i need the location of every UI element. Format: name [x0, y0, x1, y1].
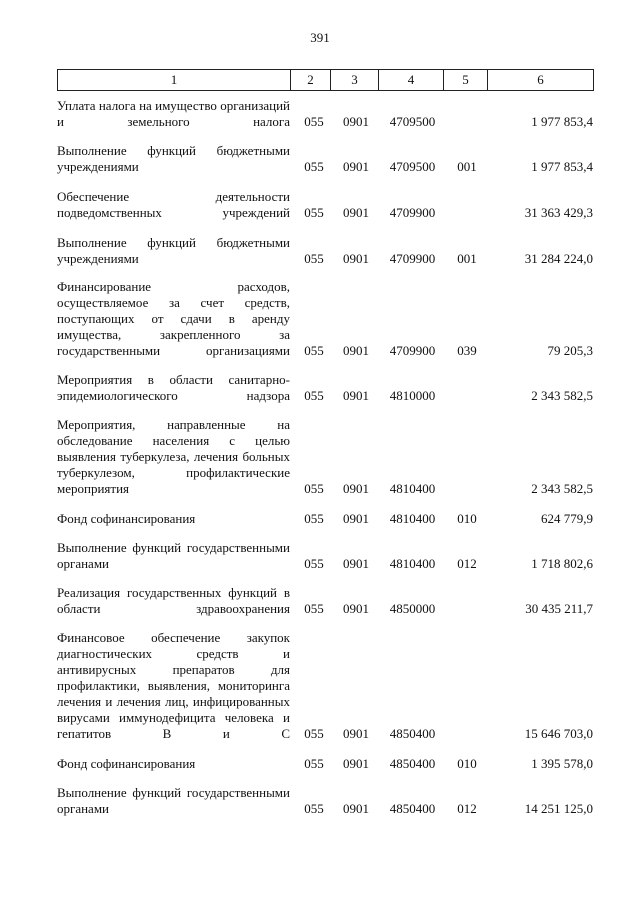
table-row	[57, 235, 593, 267]
row-amount: 79 205,3	[547, 343, 593, 358]
row-code-3: 0901	[343, 756, 369, 771]
row-code-2: 055	[304, 159, 324, 174]
row-code-4: 4810400	[389, 481, 436, 496]
row-code-3: 0901	[343, 343, 369, 358]
row-description: Выполнение функций государственными органами	[57, 785, 290, 816]
row-code-2: 055	[304, 601, 324, 616]
row-code-2: 055	[304, 114, 324, 129]
row-code-4: 4810000	[389, 388, 436, 403]
row-code-4: 4709500	[389, 159, 436, 174]
table-row	[57, 585, 593, 617]
row-description: Фонд софинансирования	[57, 511, 196, 526]
row-description: Реализация государственных функций в области здравоохранения	[57, 585, 290, 616]
table-row	[57, 372, 593, 404]
column-header-table	[57, 69, 594, 91]
table-row	[57, 143, 593, 175]
table-row	[57, 630, 593, 742]
row-amount: 1 395 578,0	[531, 756, 593, 771]
table-row	[57, 540, 593, 572]
header-col-1: 1	[58, 70, 291, 91]
row-code-3: 0901	[343, 556, 369, 571]
row-description: Выполнение функций бюджетными учреждениями	[57, 235, 290, 266]
row-code-5: 010	[457, 756, 477, 771]
row-amount: 1 977 853,4	[531, 114, 593, 129]
row-amount: 624 779,9	[541, 511, 593, 526]
row-amount: 2 343 582,5	[531, 481, 593, 496]
row-description: Финансирование расходов, осуществляемое за счет средств, поступающих от сдачи в аренду имущества, закрепленного за государственными организациями	[57, 279, 290, 358]
row-code-4: 4810400	[389, 511, 436, 526]
table-row	[57, 98, 593, 130]
table-row	[57, 511, 593, 527]
table-row	[57, 756, 593, 772]
row-amount: 31 363 429,3	[524, 205, 593, 220]
row-code-2: 055	[304, 511, 324, 526]
row-code-4: 4850400	[389, 756, 436, 771]
row-code-2: 055	[304, 343, 324, 358]
header-col-4: 4	[379, 70, 444, 91]
row-amount: 2 343 582,5	[531, 388, 593, 403]
row-code-4: 4850000	[389, 601, 436, 616]
row-description: Финансовое обеспечение закупок диагностических средств и антивирусных препаратов для профилактики, выявления, мониторинга лечения и лечения лиц, инфицированных вирусами иммунодефицита человека и гепатитов В и С	[57, 630, 290, 741]
row-code-3: 0901	[343, 601, 369, 616]
row-code-5: 039	[457, 343, 477, 358]
row-code-5: 012	[457, 801, 477, 816]
row-amount: 1 977 853,4	[531, 159, 593, 174]
row-description: Мероприятия в области санитарно-эпидемиологического надзора	[57, 372, 290, 403]
row-code-3: 0901	[343, 114, 369, 129]
row-code-2: 055	[304, 556, 324, 571]
header-col-6: 6	[488, 70, 594, 91]
row-code-3: 0901	[343, 388, 369, 403]
row-amount: 14 251 125,0	[524, 801, 593, 816]
row-code-4: 4850400	[389, 801, 436, 816]
row-code-5: 010	[457, 511, 477, 526]
row-code-5: 001	[457, 251, 477, 266]
row-code-2: 055	[304, 756, 324, 771]
budget-rows	[57, 98, 593, 817]
row-code-3: 0901	[343, 726, 369, 741]
row-code-4: 4850400	[389, 726, 436, 741]
row-description: Уплата налога на имущество организаций и земельного налога	[57, 98, 290, 129]
row-code-2: 055	[304, 388, 324, 403]
row-code-3: 0901	[343, 205, 369, 220]
row-description: Обеспечение деятельности подведомственных учреждений	[57, 189, 290, 220]
row-code-5: 001	[457, 159, 477, 174]
row-code-3: 0901	[343, 251, 369, 266]
row-code-2: 055	[304, 481, 324, 496]
row-code-4: 4709900	[389, 205, 436, 220]
row-description: Мероприятия, направленные на обследование населения с целью выявления туберкулеза, лечения больных туберкулезом, профилактические мероприятия	[57, 417, 290, 496]
row-amount: 30 435 211,7	[525, 601, 593, 616]
row-amount: 31 284 224,0	[524, 251, 593, 266]
row-code-2: 055	[304, 801, 324, 816]
row-code-3: 0901	[343, 511, 369, 526]
column-header-row	[58, 70, 594, 91]
row-code-3: 0901	[343, 159, 369, 174]
row-code-4: 4709500	[389, 114, 436, 129]
row-code-2: 055	[304, 726, 324, 741]
row-description: Выполнение функций государственными органами	[57, 540, 290, 571]
row-description: Фонд софинансирования	[57, 756, 196, 771]
row-code-4: 4810400	[389, 556, 436, 571]
row-code-3: 0901	[343, 801, 369, 816]
header-col-5: 5	[444, 70, 488, 91]
row-amount: 1 718 802,6	[531, 556, 593, 571]
row-code-2: 055	[304, 251, 324, 266]
table-row	[57, 785, 593, 817]
table-row	[57, 189, 593, 221]
row-amount: 15 646 703,0	[524, 726, 593, 741]
header-col-2: 2	[291, 70, 331, 91]
row-code-4: 4709900	[389, 343, 436, 358]
row-code-3: 0901	[343, 481, 369, 496]
row-description: Выполнение функций бюджетными учреждениями	[57, 143, 290, 174]
header-col-3: 3	[331, 70, 379, 91]
row-code-4: 4709900	[389, 251, 436, 266]
row-code-2: 055	[304, 205, 324, 220]
table-row	[57, 417, 593, 497]
page-number: 391	[310, 30, 330, 45]
table-row	[57, 279, 593, 359]
row-code-5: 012	[457, 556, 477, 571]
